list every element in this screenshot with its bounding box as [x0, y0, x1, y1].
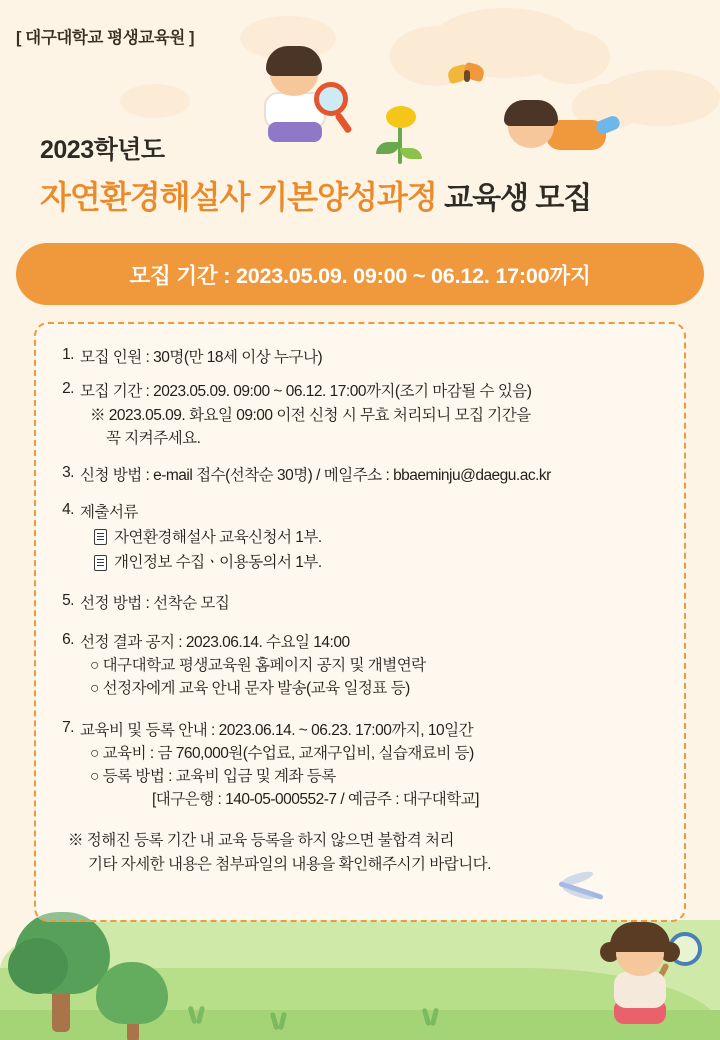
footer-note	[54, 829, 666, 877]
document-row	[80, 550, 666, 576]
list-item	[54, 380, 666, 450]
list-item	[54, 464, 666, 487]
title-course: 자연환경해설사 기본양성과정	[40, 179, 437, 215]
cloud-icon	[120, 84, 190, 118]
list-item	[54, 719, 666, 814]
item-number: 5.	[62, 591, 74, 609]
title-year: 2023학년도	[40, 136, 165, 164]
document-label: 개인정보 수집ㆍ이용동의서 1부.	[114, 554, 322, 572]
item-bullet: ○ 대구대학교 평생교육원 홈페이지 공지 및 개별연락	[90, 657, 426, 675]
document-icon	[94, 555, 107, 571]
recruitment-period-banner: 모집 기간 : 2023.05.09. 09:00 ~ 06.12. 17:00까지	[16, 243, 704, 305]
list-item	[54, 631, 666, 701]
item-text: 교육비 및 등록 안내 : 2023.06.14. ~ 06.23. 17:00까지, 10일간	[80, 721, 474, 739]
item-number: 6.	[62, 630, 74, 648]
bush-illustration	[96, 962, 170, 1040]
item-number: 1.	[62, 346, 74, 363]
document-label: 자연환경해설사 교육신청서 1부.	[114, 528, 322, 546]
item-text: 모집 기간 : 2023.05.09. 09:00 ~ 06.12. 17:00까지(조기 마감될 수 있음)	[80, 383, 532, 401]
item-text: 모집 인원 : 30명(만 18세 이상 누구나)	[80, 349, 323, 366]
item-bullet: ○ 교육비 : 금 760,000원(수업료, 교재구입비, 실습재료비 등)	[90, 744, 474, 762]
item-number: 2.	[62, 380, 74, 398]
butterfly-icon	[448, 62, 488, 92]
item-bullet: ○ 선정자에게 교육 안내 문자 발송(교육 일정표 등)	[90, 680, 410, 698]
item-text: 선정 방법 : 선착순 모집	[80, 594, 230, 612]
item-note: ※ 2023.05.09. 화요일 09:00 이전 신청 시 무효 처리되니 모집 기간을	[90, 406, 531, 424]
item-bullet: ○ 등록 방법 : 교육비 입금 및 계좌 등록	[90, 768, 336, 786]
document-row	[80, 525, 666, 551]
title-suffix: 교육생 모집	[444, 182, 592, 215]
organization-tag: [ 대구대학교 평생교육원 ]	[16, 29, 195, 47]
item-text: 선정 결과 공지 : 2023.06.14. 수요일 14:00	[80, 633, 350, 651]
item-number: 4.	[62, 501, 74, 519]
footer-note-line2: 기타 자세한 내용은 첨부파일의 내용을 확인해주시기 바랍니다.	[88, 856, 491, 874]
item-number: 3.	[62, 464, 74, 481]
details-box	[34, 322, 686, 922]
item-text: 제출서류	[80, 504, 138, 522]
grass-tuft-icon	[186, 1006, 208, 1024]
document-icon	[94, 529, 107, 545]
title-main	[40, 172, 591, 218]
girl-with-net-illustration	[590, 920, 710, 1040]
list-item	[54, 592, 666, 615]
bank-account-info: [대구은행 : 140-05-000552-7 / 예금주 : 대구대학교]	[152, 791, 479, 809]
item-number: 7.	[62, 718, 74, 736]
list-item	[54, 501, 666, 575]
grass-tuft-icon	[268, 1012, 290, 1030]
footer-note-line1: ※ 정해진 등록 기간 내 교육 등록을 하지 않으면 불합격 처리	[68, 832, 454, 850]
list-item	[54, 346, 666, 369]
grass-tuft-icon	[420, 1008, 442, 1026]
item-note-cont: 꼭 지켜주세요.	[106, 429, 201, 447]
page-title	[40, 130, 591, 218]
item-text: 신청 방법 : e-mail 접수(선착순 30명) / 메일주소 : bbaeminju@daegu.ac.kr	[80, 467, 551, 484]
